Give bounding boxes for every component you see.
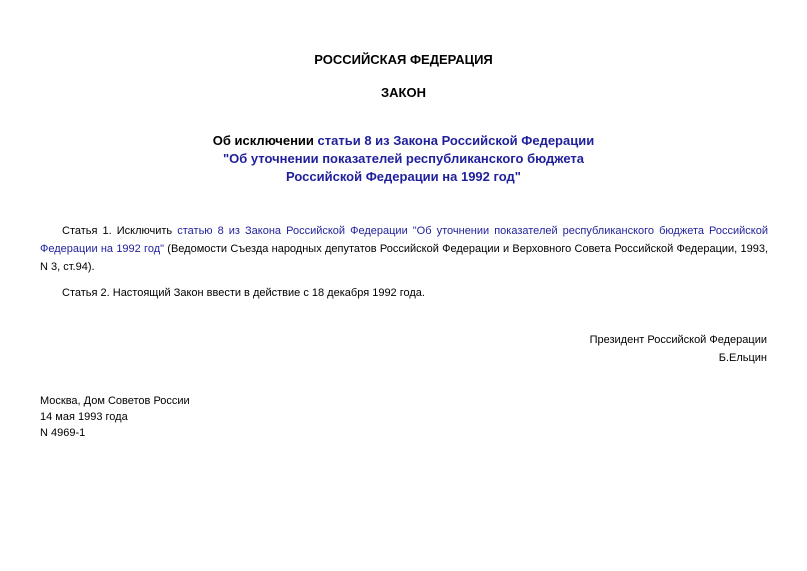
signature-position: Президент Российской Федерации: [589, 334, 767, 346]
document-title: [0, 132, 807, 186]
title-link-part-3[interactable]: Российской Федерации на 1992 год": [286, 169, 521, 184]
article-1-rest: (Ведомости Съезда народных депутатов Российской Федерации и Верховного Совета Российской Федерации, 1993, N 3, ст.94).: [40, 243, 768, 273]
place-date: 14 мая 1993 года: [40, 411, 128, 423]
title-prefix: Об исключении: [212, 133, 318, 148]
document-number: N 4969-1: [40, 427, 86, 439]
article-1-link[interactable]: статью 8 из Закона Российской Федерации "Об уточнении показателей республиканского бюджета Российской Федерации на 1992 год": [40, 225, 769, 255]
document-type: ЗАКОН: [381, 85, 426, 100]
place-city: Москва, Дом Советов России: [40, 395, 190, 407]
title-line-1: [0, 132, 807, 150]
title-link-part-1[interactable]: статьи 8 из Закона Российской Федерации: [317, 133, 595, 148]
title-link-part-2[interactable]: "Об уточнении показателей республиканского бюджета: [223, 151, 584, 166]
article-1-label: Статья 1. Исключить: [62, 225, 178, 237]
document-header-federation: РОССИЙСКАЯ ФЕДЕРАЦИЯ: [314, 52, 493, 67]
signature-name: Б.Ельцин: [718, 352, 767, 364]
article-1: [40, 222, 768, 276]
article-2: Статья 2. Настоящий Закон ввести в действие с 18 декабря 1992 года.: [62, 287, 425, 299]
